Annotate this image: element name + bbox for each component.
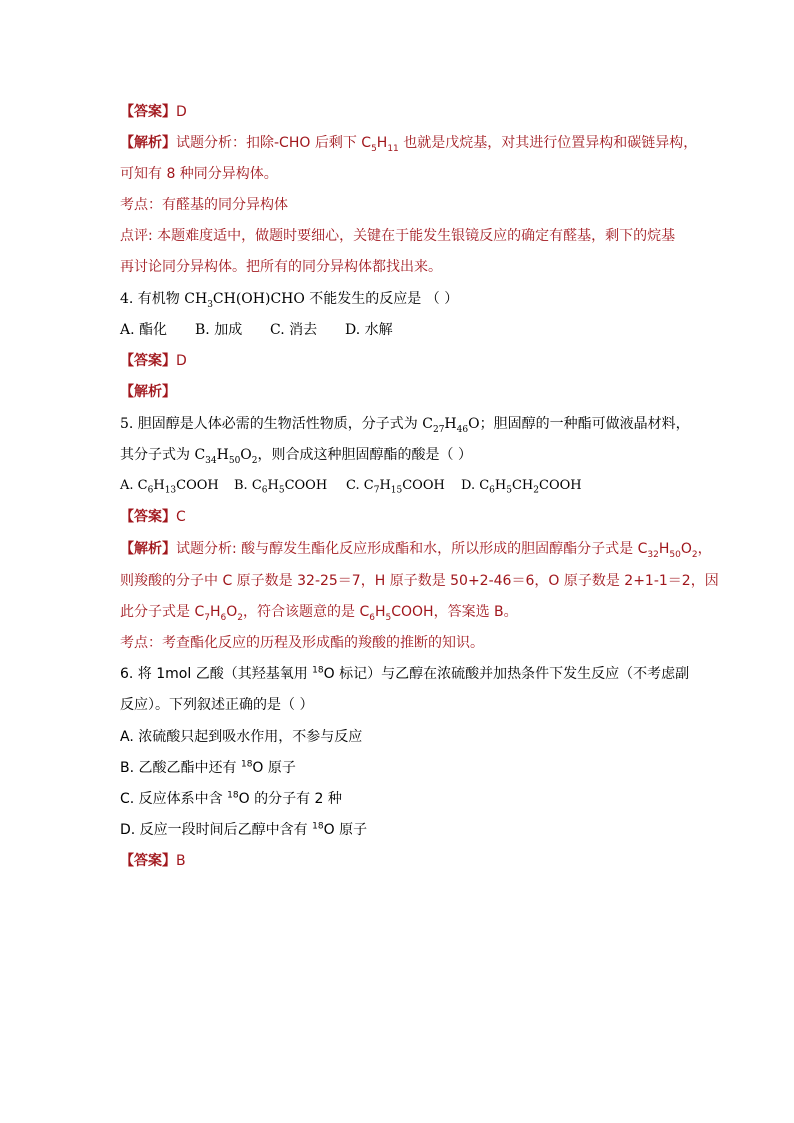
question-5-options [120, 476, 582, 496]
dianping-line: 再讨论同分异构体。把所有的同分异构体都找出来。 [120, 259, 442, 275]
analysis-line: 【解析】试题分析: 酸与醇发生酯化反应形成酯和水，所以形成的胆固醇酯分子式是 $C_{32}H_{50}O_2$， [120, 541, 712, 560]
option-d: D. 水解 [345, 322, 393, 338]
option-d: D. $C_6H_5CH_2COOH$ [461, 478, 582, 496]
analysis-label: 【解析】 [120, 384, 176, 400]
answer-value: B [176, 853, 186, 869]
analysis-line: 此分子式是 $C_7H_6O_2$，符合该题意的是 $C_6H_5COOH$，答案选 B。 [120, 604, 518, 623]
option-a: A. $C_6H_{13}COOH$ [120, 478, 219, 496]
answer-line [120, 102, 187, 122]
kaodian-line: 考点：有醛基的同分异构体 [120, 197, 288, 213]
question-5-stem: 其分子式为 $C_{34}H_{50}O_2$，则合成这种胆固醇酯的酸是（ ） [120, 447, 472, 466]
option-c: C. $C_7H_{15}COOH$ [346, 478, 445, 496]
option-d: D. 反应一段时间后乙醇中含有 $^{18}$O 原子 [120, 821, 368, 838]
analysis-line: 则羧酸的分子中 C 原子数是 32-25＝7，H 原子数是 50+2-46＝6，O 原子数是 2+1-1＝2，因 [120, 573, 719, 589]
answer-value: D [176, 104, 187, 120]
answer-label: 【答案】 [120, 104, 176, 120]
question-4-options [120, 320, 393, 340]
option-c: C. 消去 [270, 322, 318, 338]
analysis-label: 【解析】 [120, 135, 176, 151]
answer-value: C [176, 509, 186, 525]
option-b: B. 乙酸乙酯中还有 $^{18}$O 原子 [120, 759, 296, 776]
answer-line: 【答案】B [120, 853, 186, 869]
analysis-label: 【解析】 [120, 541, 176, 557]
answer-line: 【答案】D [120, 353, 187, 369]
question-6-stem: 6. 将 1mol 乙酸（其羟基氧用 $^{18}$O 标记）与乙醇在浓硫酸并加热条件下发生反应（不考虑副 [120, 665, 690, 682]
option-a: A. 浓硫酸只起到吸水作用，不参与反应 [120, 729, 363, 745]
answer-line: 【答案】C [120, 509, 186, 525]
option-c: C. 反应体系中含 $^{18}$O 的分子有 2 种 [120, 790, 342, 807]
kaodian-line: 考点：考查酯化反应的历程及形成酯的羧酸的推断的知识。 [120, 635, 484, 651]
analysis-line: 可知有 8 种同分异构体。 [120, 166, 278, 182]
question-4-stem: 4. 有机物 $CH_3CH(OH)CHO$ 不能发生的反应是 （ ） [120, 291, 459, 310]
analysis-line: 【解析】试题分析：扣除-CHO 后剩下 $C_5H_{11}$ 也就是戊烷基，对其进行位置异构和碳链异构， [120, 135, 698, 154]
answer-value: D [176, 353, 187, 369]
dianping-line: 点评: 本题难度适中，做题时要细心，关键在于能发生银镜反应的确定有醛基，剩下的烷基 [120, 228, 676, 244]
question-6-stem: 反应）。下列叙述正确的是（ ） [120, 697, 314, 713]
option-b: B. 加成 [195, 322, 243, 338]
question-5-stem: 5. 胆固醇是人体必需的生物活性物质，分子式为 $C_{27}H_{46}O$；胆固醇的一种酯可做液晶材料， [120, 416, 690, 435]
option-b: B. $C_6H_5COOH$ [234, 478, 328, 496]
option-a: A. 酯化 [120, 322, 168, 338]
